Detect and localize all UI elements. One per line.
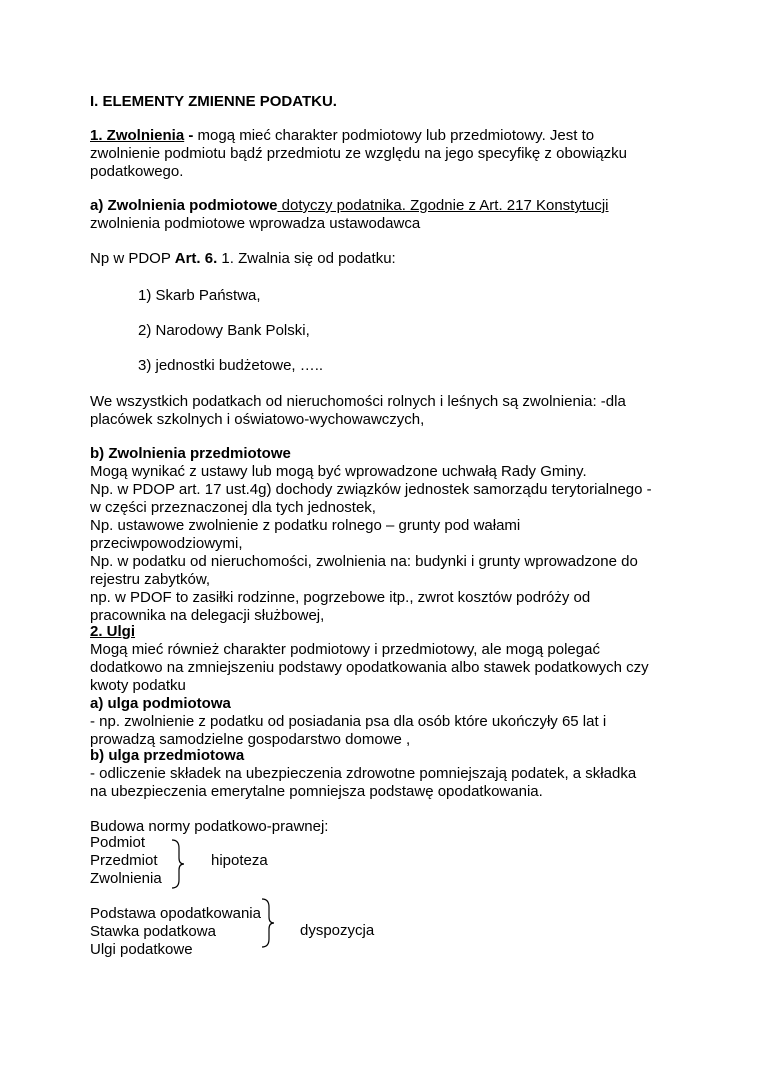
b-line-7: rejestru zabytków, [90,571,211,588]
s2-b-line-2: na ubezpieczenia emerytalne pomniejsza podstawę opodatkowania. [90,783,543,800]
s2-line-1: Mogą mieć również charakter podmiotowy i przedmiotowy, ale mogą polegać [90,641,600,658]
b-heading: b) Zwolnienia przedmiotowe [90,445,291,462]
brace-hipoteza [170,838,186,890]
s2-line-3: kwoty podatku [90,677,186,694]
a-line-1 [90,197,609,215]
s1-heading: 1. Zwolnienia [90,127,185,144]
s2-a-heading: a) ulga podmiotowa [90,695,231,712]
budowa-g1-item-3: Zwolnienia [90,870,162,887]
a-text-1: dotyczy podatnika. Zgodnie z Art. 217 Konstytucji [277,197,609,214]
b-line-6: Np. w podatku od nieruchomości, zwolnienia na: budynki i grunty wprowadzone do [90,553,638,570]
s1-text-1: mogą mieć charakter podmiotowy lub przedmiotowy. Jest to [197,127,595,144]
a-line-2: zwolnienia podmiotowe wprowadza ustawodawca [90,215,421,232]
s2-b-line-1: - odliczenie składek na ubezpieczenia zdrowotne pomniejszają podatek, a składka [90,765,637,782]
b-line-8: np. w PDOF to zasiłki rodzinne, pogrzebowe itp., zwrot kosztów podróży od [90,589,591,606]
b-line-9: pracownika na delegacji służbowej, [90,607,325,624]
budowa-title: Budowa normy podatkowo-prawnej: [90,818,329,835]
s1-line-3: podatkowego. [90,163,184,180]
brace-dyspozycja [260,897,276,949]
b-line-1: Mogą wynikać z ustawy lub mogą być wprowadzone uchwałą Rady Gminy. [90,463,587,480]
b-line-2: Np. w PDOP art. 17 ust.4g) dochody związków jednostek samorządu terytorialnego - [90,481,652,498]
s2-b-heading: b) ulga przedmiotowa [90,747,245,764]
b-line-4: Np. ustawowe zwolnienie z podatku rolnego – grunty pod wałami [90,517,521,534]
budowa-g2-label: dyspozycja [300,922,375,939]
np-post: 1. Zwalnia się od podatku: [217,250,396,267]
budowa-g2-item-1: Podstawa opodatkowania [90,905,261,922]
np-art: Art. 6. [174,250,218,267]
p2-line-1: We wszystkich podatkach od nieruchomości rolnych i leśnych są zwolnienia: -dla [90,393,626,410]
a-heading: a) Zwolnienia podmiotowe [90,197,278,214]
b-line-3: w części przeznaczonej dla tych jednostek, [90,499,376,516]
b-line-5: przeciwpowodziowymi, [90,535,243,552]
s1-line-2: zwolnienie podmiotu bądź przedmiotu ze względu na jego specyfikę z obowiązku [90,145,627,162]
list-item-1: 1) Skarb Państwa, [138,287,261,304]
list-item-2: 2) Narodowy Bank Polski, [138,322,310,339]
budowa-g1-label: hipoteza [211,852,268,869]
p2-line-2: placówek szkolnych i oświatowo-wychowawczych, [90,411,425,428]
list-item-3: 3) jednostki budżetowe, ….. [138,357,324,374]
budowa-g1-item-1: Podmiot [90,834,146,851]
s2-heading: 2. Ulgi [90,623,136,640]
np-pre: Np w PDOP [90,250,175,267]
budowa-g1-item-2: Przedmiot [90,852,158,869]
s2-a-line-2: prowadzą samodzielne gospodarstwo domowe , [90,731,411,748]
s1-dash: - [184,127,198,144]
s2-line-2: dodatkowo na zmniejszeniu podstawy opodatkowania albo stawek podatkowych czy [90,659,649,676]
budowa-g2-item-2: Stawka podatkowa [90,923,216,940]
s1-line-1 [90,127,594,145]
section-title: I. ELEMENTY ZMIENNE PODATKU. [90,93,337,110]
s2-a-line-1: - np. zwolnienie z podatku od posiadania psa dla osób które ukończyły 65 lat i [90,713,607,730]
np-line [90,250,396,268]
budowa-g2-item-3: Ulgi podatkowe [90,941,193,958]
